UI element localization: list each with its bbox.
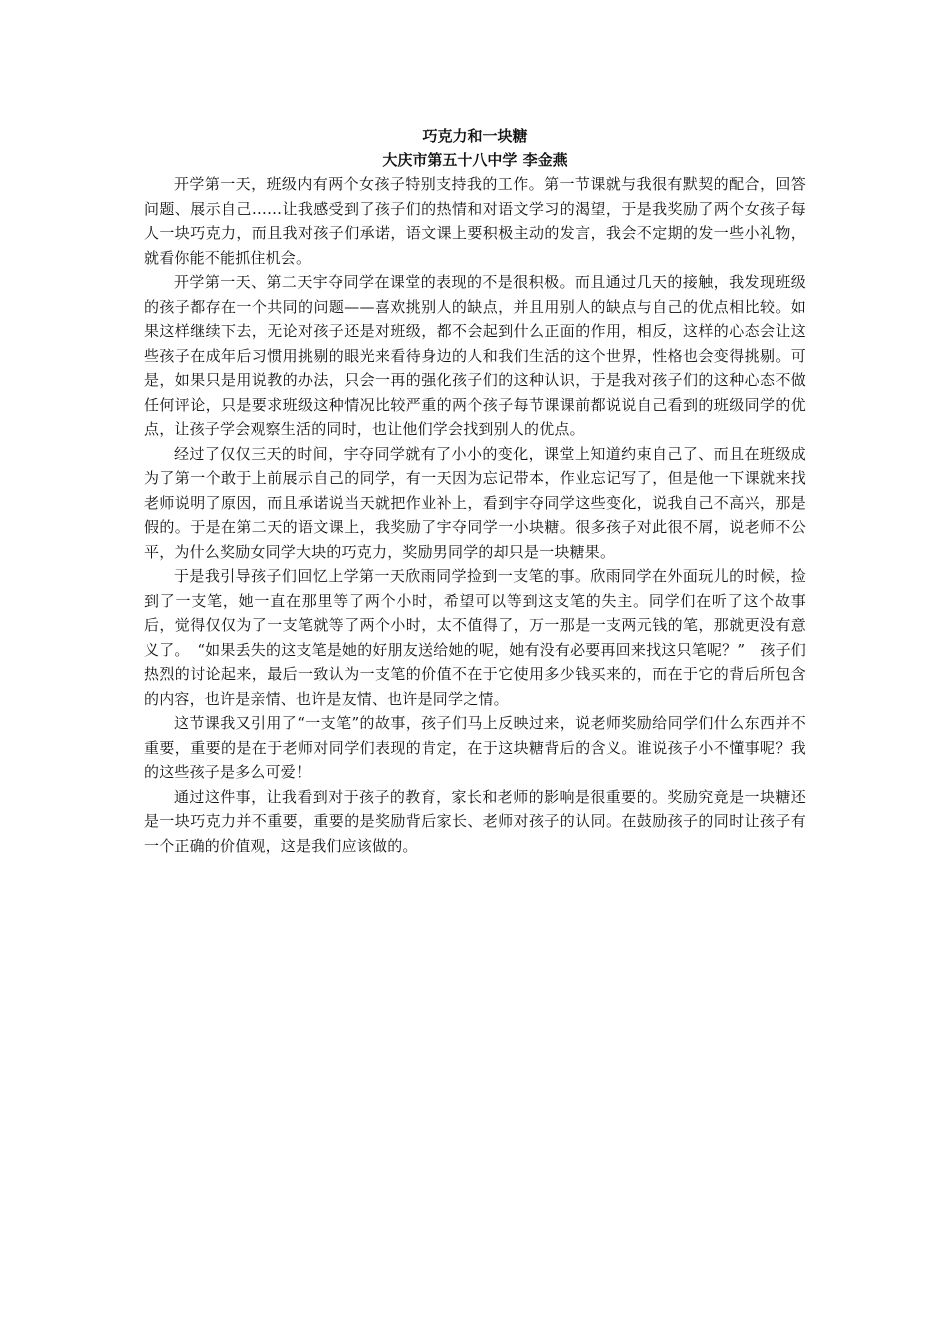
- paragraph: 开学第一天，班级内有两个女孩子特别支持我的工作。第一节课就与我很有默契的配合，回答问题、展示自己……让我感受到了孩子们的热情和对语文学习的渴望，于是我奖励了两个女孩子每人一块巧克力，而且我对孩子们承诺，语文课上要积极主动的发言，我会不定期的发一些小礼物，就看你能不能抓住机会。: [144, 175, 806, 267]
- paragraph: 经过了仅仅三天的时间，宇夺同学就有了小小的变化，课堂上知道约束自己了、而且在班级成为了第一个敢于上前展示自己的同学，有一天因为忘记带本，作业忘记写了，但是他一下课就来找老师说明了原因，而且承诺说当天就把作业补上，看到宇夺同学这些变化，说我自己不高兴，那是假的。于是在第二天的语文课上，我奖励了宇夺同学一小块糖。很多孩子对此很不屑，说老师不公平，为什么奖励女同学大块的巧克力，奖励男同学的却只是一块糖果。: [144, 444, 806, 561]
- paragraph: 于是我引导孩子们回忆上学第一天欣雨同学捡到一支笔的事。欣雨同学在外面玩儿的时候，捡到了一支笔，她一直在那里等了两个小时，希望可以等到这支笔的失主。同学们在听了这个故事后，觉得仅仅为了一支笔就等了两个小时，太不值得了，万一那是一支两元钱的笔，那就更没有意义了。 “如果丢失的这支笔是她的好朋友送给她的呢，她有没有必要再回来找这只笔呢？” 孩子们热烈的讨论起来，最后一致认为一支笔的价值不在于它使用多少钱买来的，而在于它的背后所包含的内容，也许是亲情、也许是友情、也许是同学之情。: [144, 567, 806, 708]
- author-line: 大庆市第五十八中学 李金燕: [382, 151, 568, 169]
- paragraph: 通过这件事，让我看到对于孩子的教育，家长和老师的影响是很重要的。奖励究竟是一块糖还是一块巧克力并不重要，重要的是奖励背后家长、老师对孩子的认同。在鼓励孩子的同时让孩子有一个正确的价值观，这是我们应该做的。: [144, 787, 806, 855]
- document-title: 巧克力和一块糖: [422, 127, 528, 145]
- document-content: [144, 124, 806, 858]
- paragraph: 这节课我又引用了“一支笔”的故事，孩子们马上反映过来，说老师奖励给同学们什么东西并不重要，重要的是在于老师对同学们表现的肯定，在于这块糖背后的含义。谁说孩子小不懂事呢？我的这些孩子是多么可爱！: [144, 714, 806, 781]
- paragraph: 开学第一天、第二天宇夺同学在课堂的表现的不是很积极。而且通过几天的接触，我发现班级的孩子都存在一个共同的问题——喜欢挑别人的缺点，并且用别人的缺点与自己的优点相比较。如果这样继续下去，无论对孩子还是对班级，都不会起到什么正面的作用，相反，这样的心态会让这些孩子在成年后习惯用挑剔的眼光来看待身边的人和我们生活的这个世界，性格也会变得挑剔。可是，如果只是用说教的办法，只会一再的强化孩子们的这种认识，于是我对孩子们的这种心态不做任何评论，只是要求班级这种情况比较严重的两个孩子每节课课前都说说自己看到的班级同学的优点，让孩子学会观察生活的同时，也让他们学会找到别人的优点。: [144, 273, 806, 438]
